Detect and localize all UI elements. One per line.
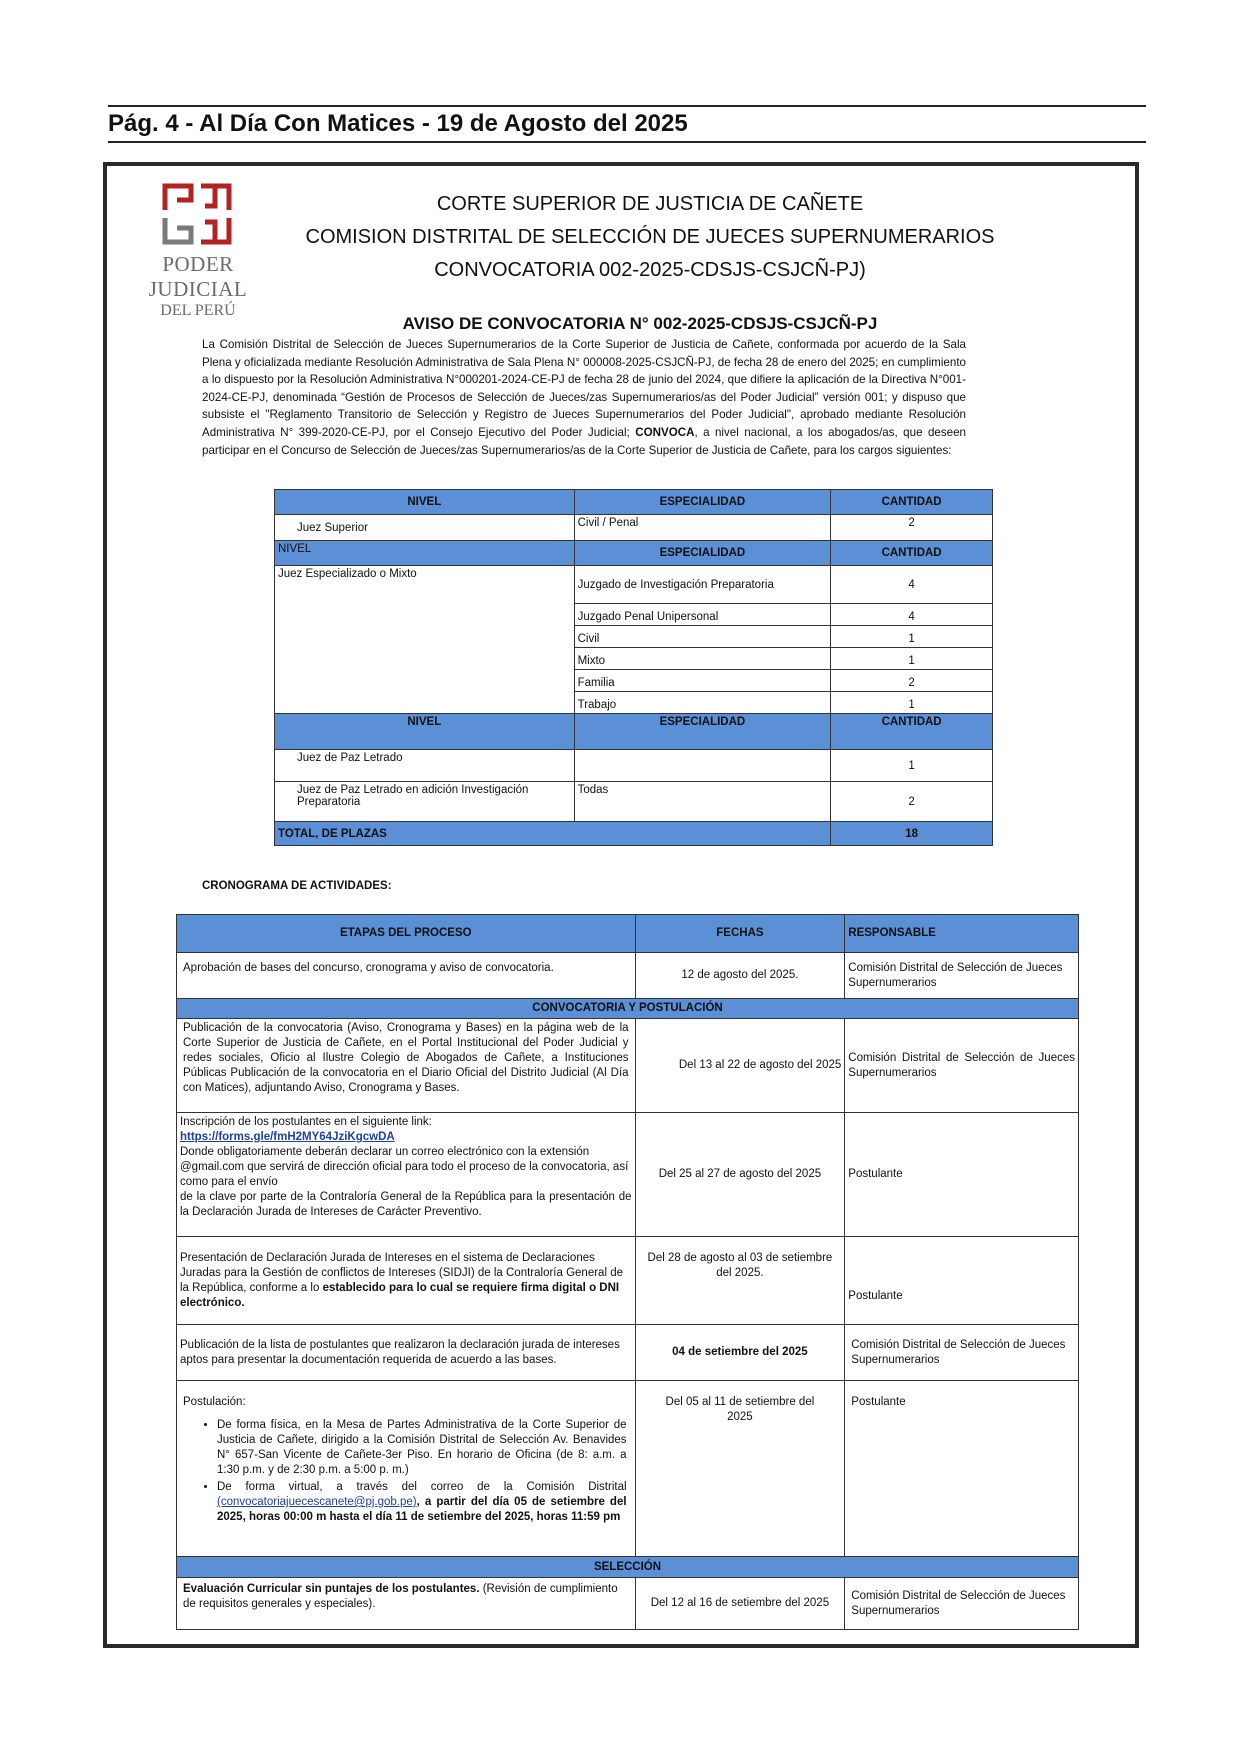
table-row: [275, 515, 993, 541]
header-cantidad: CANTIDAD: [831, 714, 993, 750]
responsable-cell: Comisión Distrital de Selección de Jueces Supernumerarios: [845, 1578, 1079, 1630]
pj-emblem-icon: [159, 180, 237, 248]
cantidad-cell: 1: [831, 692, 993, 714]
fecha-cell: Del 05 al 11 de setiembre del 2025: [635, 1381, 845, 1557]
section-row: [177, 1557, 1079, 1578]
aviso-title: AVISO DE CONVOCATORIA N° 002-2025-CDSJS-CSJCÑ-PJ: [402, 314, 878, 333]
etapa-cell: Publicación de la convocatoria (Aviso, Cronograma y Bases) en la página web de la Corte Superior de Justicia de Cañete, en el Portal Institucional del Poder Judicial y redes sociales, Oficio al Ilustre Colegio de Abogados de Cañete, a Instituciones Públicas Publicación de la convocatoria en el Diario Oficial del Distrito Judicial (Al Día con Matices), adjuntando Aviso, Cronograma y Bases.: [177, 1019, 636, 1113]
etapa-cell: [177, 1578, 636, 1630]
table-row: [177, 1019, 1079, 1113]
plazas-header-row: [275, 541, 993, 566]
virtual-text: De forma virtual, a través del correo de la Comisión Distrital: [217, 1481, 627, 1493]
inscripcion-clave: de la clave por parte de la Contraloría General de la República para la presentación de la Declaración Jurada de Intereses de Carácter Preventivo.: [180, 1191, 632, 1218]
poder-judicial-logo: [118, 180, 278, 319]
nivel-cell: Juez Superior: [275, 515, 575, 541]
intro-text-2: , a nivel nacional, a los abogados/as, que deseen participar en el Concurso de Selección de Jueces/zas Supernumerarios/as de la Corte Superior de Justicia de Cañete, para los cargos siguientes:: [202, 425, 966, 457]
plazas-header-row: [275, 490, 993, 515]
cantidad-cell: 1: [831, 648, 993, 670]
table-row: [177, 1237, 1079, 1325]
total-label: TOTAL, DE PLAZAS: [275, 822, 831, 846]
nivel-cell: Juez de Paz Letrado: [275, 750, 575, 782]
especialidad-cell: Mixto: [574, 648, 831, 670]
responsable-cell: Postulante: [845, 1381, 1079, 1557]
plazas-header-row: [275, 714, 993, 750]
table-row: [177, 1381, 1079, 1557]
etapa-cell: [177, 1381, 636, 1557]
etapa-cell: Publicación de la lista de postulantes que realizaron la declaración jurada de intereses aptos para presentar la documentación requerida de acuerdo a las bases.: [177, 1325, 636, 1381]
especialidad-cell: Juzgado Penal Unipersonal: [574, 604, 831, 626]
header-cantidad: CANTIDAD: [831, 541, 993, 566]
email-link[interactable]: (convocatoriajuecescanete@pj.gob.pe): [217, 1496, 417, 1508]
list-item: • De forma física, en la Mesa de Partes Administrativa de la Corte Superior de Justicia de Cañete, dirigido a la Comisión Distrital de Selección Av. Benavides N° 657-San Vicente de Cañete-3er Piso. En horario de Oficina (de 8: a.m. a 1:30 p.m. y de 2:30 p.m. a 5:00 p. m.): [217, 1418, 627, 1478]
postulacion-label: Postulación:: [183, 1396, 246, 1408]
responsable-cell: Postulante: [845, 1113, 1079, 1237]
fecha-cell: Del 13 al 22 de agosto del 2025: [635, 1019, 845, 1113]
intro-paragraph: [202, 336, 966, 459]
table-row: [177, 1325, 1079, 1381]
header-nivel: NIVEL: [275, 541, 575, 566]
table-row: [177, 953, 1079, 999]
total-value: 18: [831, 822, 993, 846]
cantidad-cell: 2: [831, 515, 993, 541]
section-seleccion: SELECCIÓN: [177, 1557, 1079, 1578]
fecha-cell: 04 de setiembre del 2025: [635, 1325, 845, 1381]
logo-line1: PODER JUDICIAL: [148, 252, 248, 301]
cantidad-cell: 1: [831, 626, 993, 648]
table-row: [275, 566, 993, 604]
cantidad-cell: 2: [831, 670, 993, 692]
header-especialidad: ESPECIALIDAD: [574, 541, 831, 566]
nivel-cell: Juez Especializado o Mixto: [275, 566, 575, 714]
page-header: Pág. 4 - Al Día Con Matices - 19 de Agosto del 2025: [108, 110, 688, 137]
cantidad-cell: 4: [831, 604, 993, 626]
inscripcion-detalle: Donde obligatoriamente deberán declarar un correo electrónico con la extensión @gmail.com que servirá de dirección oficial para todo el proceso de la convocatoria, así como para el envío: [180, 1146, 629, 1188]
plazas-table: [274, 489, 993, 846]
table-row: [275, 782, 993, 822]
virtual-bold: , a partir del día 05 de setiembre del 2025, horas 00:00 m hasta el día 11 de setiembre del 2025, horas 11:59 pm: [217, 1496, 627, 1523]
convocatoria-code: CONVOCATORIA 002-2025-CDSJS-CSJCÑ-PJ): [434, 259, 866, 281]
fecha-cell: Del 28 de agosto al 03 de setiembre del 2025.: [635, 1237, 845, 1325]
court-name: CORTE SUPERIOR DE JUSTICIA DE CAÑETE: [436, 193, 864, 215]
fecha-cell: Del 25 al 27 de agosto del 2025: [635, 1113, 845, 1237]
header-especialidad: ESPECIALIDAD: [574, 490, 831, 515]
fecha-cell: Del 12 al 16 de setiembre del 2025: [635, 1578, 845, 1630]
responsable-cell: Comisión Distrital de Selección de Jueces Supernumerarios: [845, 1019, 1079, 1113]
nivel-cell: Juez de Paz Letrado en adición Investigación Preparatoria: [275, 782, 575, 822]
intro-convoca: CONVOCA: [635, 425, 695, 439]
responsable-cell: Comisión Distrital de Selección de Jueces Supernumerarios: [845, 1325, 1079, 1381]
evaluacion-bold: Evaluación Curricular sin puntajes de los postulantes.: [183, 1583, 480, 1595]
header-fechas: FECHAS: [635, 915, 845, 953]
header-especialidad: ESPECIALIDAD: [574, 714, 831, 750]
cantidad-cell: 4: [831, 566, 993, 604]
header-etapas: ETAPAS DEL PROCESO: [177, 915, 636, 953]
especialidad-cell: Trabajo: [574, 692, 831, 714]
especialidad-cell: Todas: [574, 782, 831, 822]
evaluacion-text: (Revisión de cumplimiento de requisitos generales y especiales).: [183, 1583, 618, 1610]
table-row: [177, 1113, 1079, 1237]
header-nivel: NIVEL: [275, 714, 575, 750]
commission-name: COMISION DISTRITAL DE SELECCIÓN DE JUECES SUPERNUMERARIOS: [305, 226, 995, 248]
postulacion-list: [183, 1418, 627, 1525]
especialidad-cell: Civil: [574, 626, 831, 648]
responsable-cell: Postulante: [845, 1237, 1079, 1325]
section-row: [177, 999, 1079, 1019]
table-row: [275, 750, 993, 782]
especialidad-cell: Juzgado de Investigación Preparatoria: [574, 566, 831, 604]
declaracion-bold: establecido para lo cual se requiere firma digital o DNI electrónico.: [180, 1282, 620, 1309]
cantidad-cell: 2: [831, 782, 993, 822]
cronograma-title: CRONOGRAMA DE ACTIVIDADES:: [202, 880, 392, 892]
header-bottom-rule: [108, 141, 1146, 143]
cronograma-table: [176, 914, 1079, 1630]
responsable-cell: Comisión Distrital de Selección de Jueces Supernumerarios: [845, 953, 1079, 999]
especialidad-cell: Civil / Penal: [574, 515, 831, 541]
header-responsable: RESPONSABLE: [845, 915, 1079, 953]
etapa-cell: Aprobación de bases del concurso, cronograma y aviso de convocatoria.: [177, 953, 636, 999]
etapa-cell: [177, 1113, 636, 1237]
table-row: [177, 1578, 1079, 1630]
header-top-rule: [108, 105, 1146, 107]
header-nivel: NIVEL: [275, 490, 575, 515]
especialidad-cell: [574, 750, 831, 782]
declaracion-text: Presentación de Declaración Jurada de Intereses en el sistema de Declaraciones Juradas para la Gestión de conflictos de Intereses (SIDJI) de la Contraloría General de la República, conforme a lo: [180, 1252, 623, 1294]
list-item: [217, 1480, 627, 1525]
fecha-cell: 12 de agosto del 2025.: [635, 953, 845, 999]
header-cantidad: CANTIDAD: [831, 490, 993, 515]
cantidad-cell: 1: [831, 750, 993, 782]
cronograma-header-row: [177, 915, 1079, 953]
inscripcion-text: Inscripción de los postulantes en el siguiente link:: [180, 1116, 432, 1128]
section-convocatoria: CONVOCATORIA Y POSTULACIÓN: [177, 999, 1079, 1019]
inscription-link[interactable]: https://forms.gle/fmH2MY64JziKgcwDA: [180, 1131, 395, 1143]
logo-line2: DEL PERÚ: [160, 302, 236, 319]
intro-text-1: La Comisión Distrital de Selección de Jueces Supernumerarios de la Corte Superior de Justicia de Cañete, conformada por acuerdo de la Sala Plena y oficializada mediante Resolución Administrativa de Sala Plena N° 000008-2025-CSJCÑ-PJ, de fecha 28 de enero del 2025; en cumplimiento a lo dispuesto por la Resolución Administrativa N°000201-2024-CE-PJ de fecha 28 de junio del 2024, que difiere la aplicación de la Directiva N°001-2024-CE-PJ, denominada “Gestión de Procesos de Selección de Jueces/zas Supernumerarios/as del Poder Judicial” versión 001; y dispuso que subsiste el "Reglamento Transitorio de Selección y Registro de Jueces Supernumerarios del Poder Judicial", aprobado mediante Resolución Administrativa N° 399-2020-CE-PJ, por el Consejo Ejecutivo del Poder Judicial;: [202, 338, 966, 439]
total-row: [275, 822, 993, 846]
etapa-cell: [177, 1237, 636, 1325]
especialidad-cell: Familia: [574, 670, 831, 692]
